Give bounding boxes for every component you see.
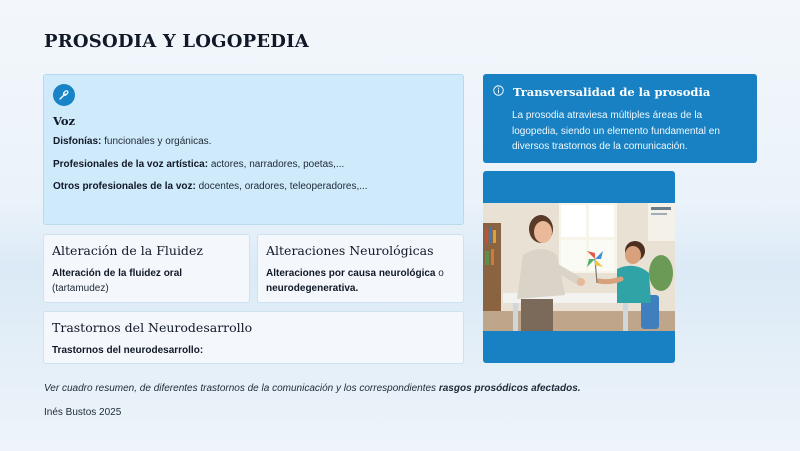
voz-heading: Voz xyxy=(53,114,76,128)
fluidez-card xyxy=(43,234,250,303)
page-title: PROSODIA Y LOGOPEDIA xyxy=(44,31,309,52)
fluidez-heading: Alteración de la Fluidez xyxy=(52,243,203,258)
transversalidad-body: La prosodia atraviesa múltiples áreas de la logopedia, siendo un elemento fundamental en diversos trastornos de la comunicación. xyxy=(512,110,720,152)
neurodesarrollo-card xyxy=(43,311,464,364)
neurodesarrollo-heading: Trastornos del Neurodesarrollo xyxy=(52,320,253,335)
voz-line-disfonias: Disfonías: funcionales y orgánicas. xyxy=(53,136,212,147)
therapy-illustration xyxy=(483,203,675,331)
therapy-photo-frame xyxy=(483,171,675,363)
info-icon xyxy=(493,83,504,101)
neurodesarrollo-text: Trastornos del neurodesarrollo: xyxy=(52,345,204,356)
neuro-heading: Alteraciones Neurológicas xyxy=(266,243,434,258)
fluidez-text: Alteración de la fluidez oral (tartamudez) xyxy=(52,268,183,294)
neuro-text: Alteraciones por causa neurológica o neurodegenerativa. xyxy=(266,268,444,294)
author-credit: Inés Bustos 2025 xyxy=(44,407,122,418)
neuro-card xyxy=(257,234,464,303)
footnote: Ver cuadro resumen, de diferentes trastornos de la comunicación y los correspondientes rasgos prosódicos afectados. xyxy=(44,383,581,394)
voz-line-artistica: Profesionales de la voz artística: actores, narradores, poetas,... xyxy=(53,158,345,170)
voz-line-otros: Otros profesionales de la voz: docentes, oradores, teleoperadores,... xyxy=(53,181,368,192)
microphone-icon xyxy=(53,84,75,106)
voz-card xyxy=(43,74,464,225)
transversalidad-box xyxy=(483,74,757,163)
transversalidad-heading: Transversalidad de la prosodia xyxy=(513,85,711,99)
